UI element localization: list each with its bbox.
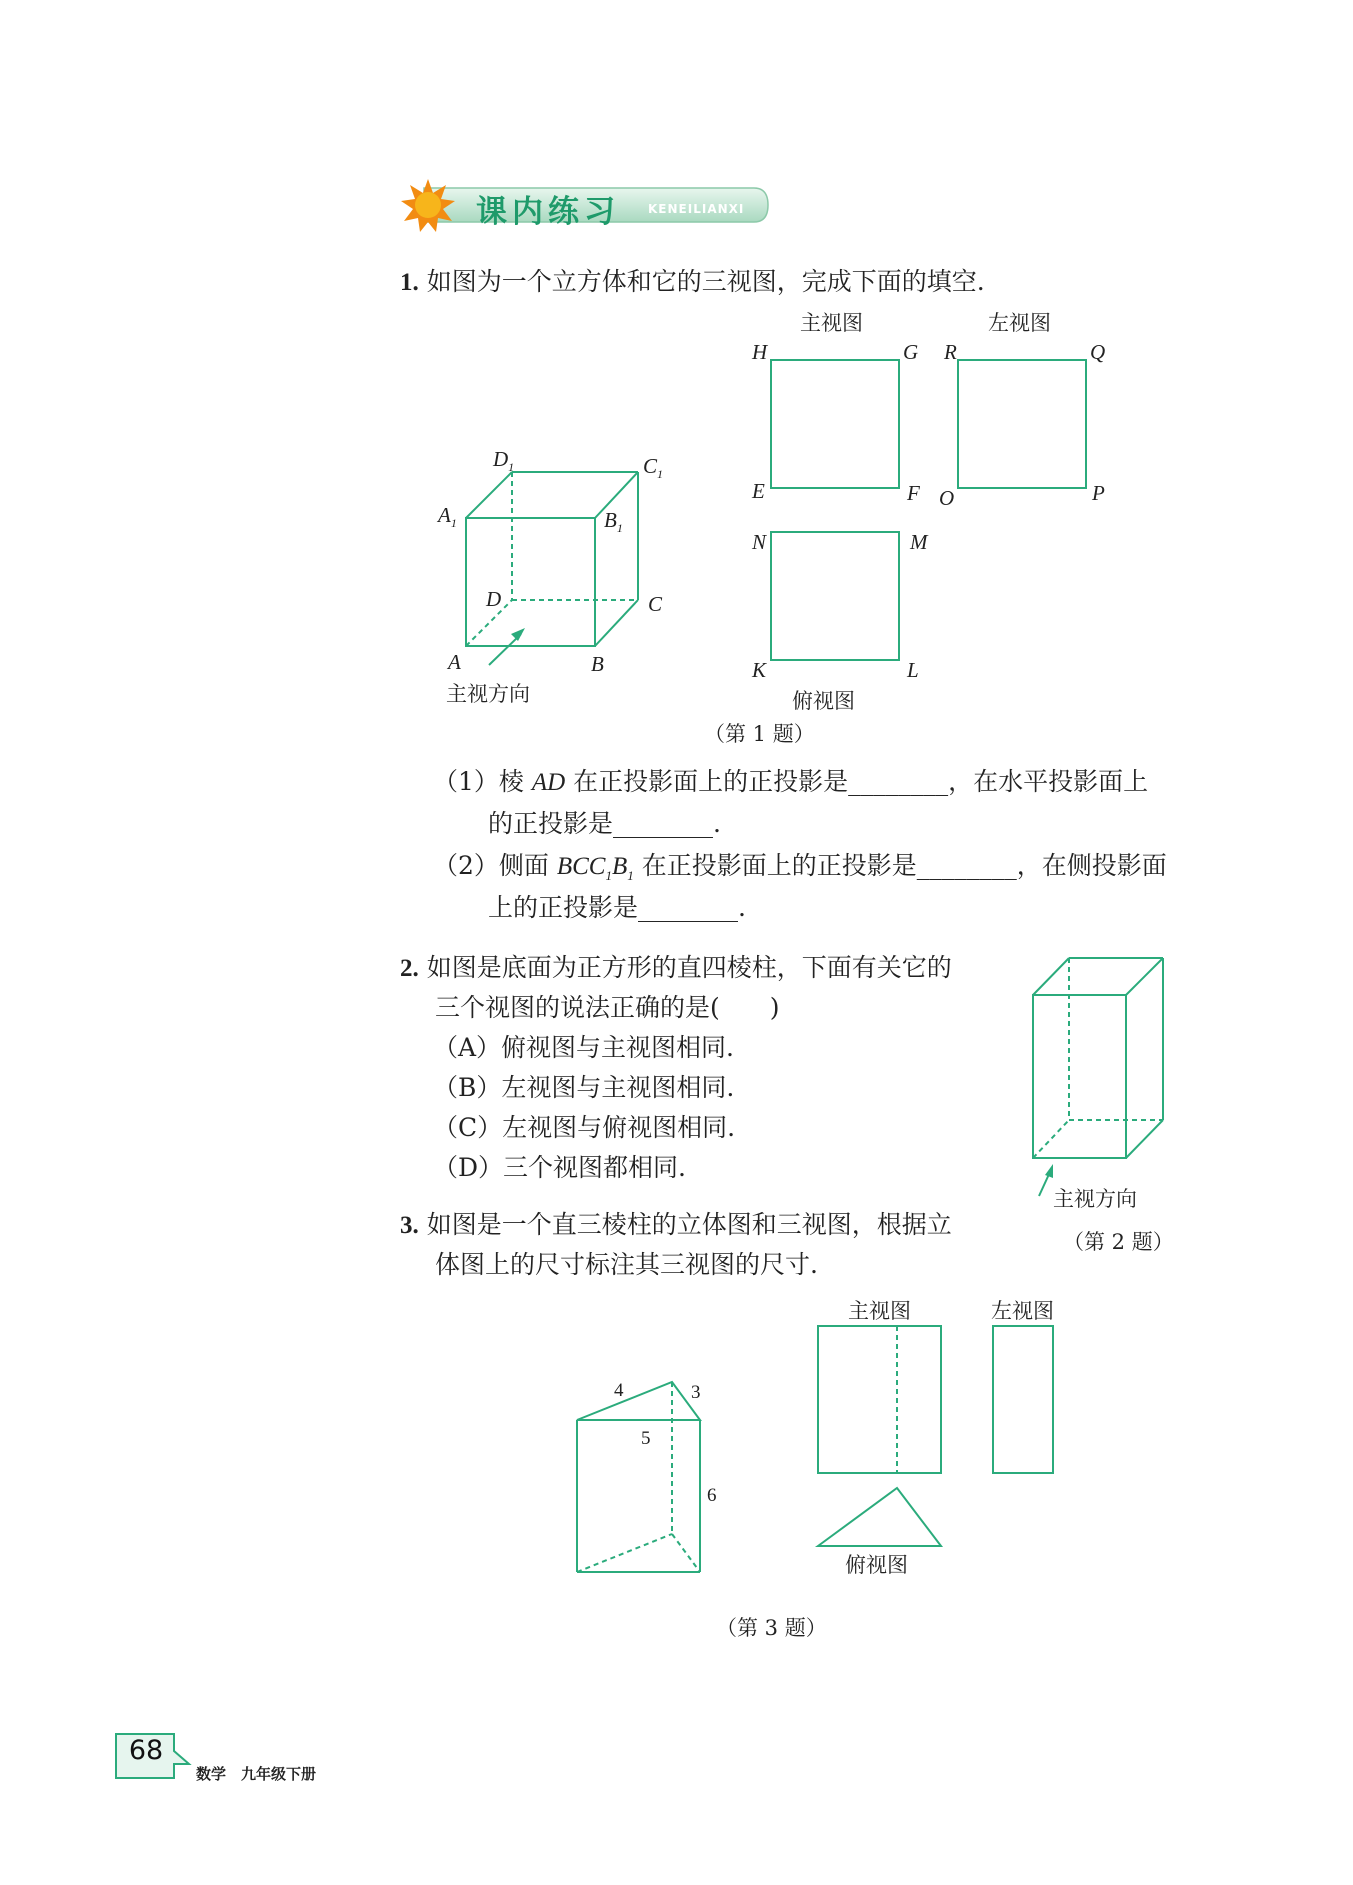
dim-5: 5 [641,1428,651,1449]
q1-direction-arrow [489,634,521,665]
q1-left-view-square [958,360,1086,488]
sun-icon [400,177,456,233]
label-r: R [944,340,957,364]
label-b: B [591,652,604,676]
prism-front-face [1033,995,1126,1158]
q2-number: 2. [400,955,419,982]
q2-caption: （第 2 题） [1063,1230,1174,1254]
label-k: K [752,658,767,682]
tri-prism-top [577,1382,700,1420]
dim-4: 4 [614,1380,624,1401]
q1-part2-line1: （2）侧面 $BCC_1B_1$ 在正投影面上的正投影是________，在侧投影面 [433,851,1167,883]
label-p: P [1092,481,1105,505]
header-pinyin: KENEILIANXI [648,202,745,216]
q1-text: 如图为一个立方体和它的三视图，完成下面的填空. [426,267,985,296]
label-o: O [939,486,955,510]
prism-top-right [1126,958,1163,995]
q1-top-view-square [771,532,899,660]
q1-arrowhead [511,628,525,641]
label-c: C [648,592,663,616]
dim-3: 3 [691,1382,701,1403]
q2-stem-line2: 三个视图的说法正确的是( ) [435,993,780,1022]
q2-option-a: （A）俯视图与主视图相同. [433,1033,735,1062]
q3-left-view-rect [993,1326,1053,1473]
label-a1: $A_1$ [438,503,457,531]
cube-edge-a1d1 [466,472,512,518]
q1-part1-line1: （1）棱 AD 在正投影面上的正投影是________，在水平投影面上 [433,767,1149,796]
label-a: A [448,650,461,674]
q1-number: 1. [400,269,419,296]
cube-front-face [466,518,595,646]
q1-part2-line2: 上的正投影是________. [488,893,746,922]
q1-caption: （第 1 题） [704,722,815,746]
section-header [404,182,770,228]
q3-caption: （第 3 题） [716,1616,827,1640]
label-g: G [903,340,919,364]
dim-6: 6 [707,1485,717,1506]
q1-left-view-title: 左视图 [988,311,1051,335]
label-q: Q [1090,340,1106,364]
q2-direction-arrow [1039,1172,1050,1196]
q1-front-view-square [771,360,899,488]
q2-direction-label: 主视方向 [1053,1187,1137,1211]
q3-stem-line2: 体图上的尺寸标注其三视图的尺寸. [435,1250,818,1279]
prism-hidden-left [1033,1120,1069,1158]
label-d1: $D_1$ [493,447,515,475]
tri-prism-hidden-bl [577,1534,672,1572]
book-title: 数学 九年级下册 [196,1765,317,1783]
q2-option-c: （C）左视图与俯视图相同. [433,1113,736,1142]
label-d: D [486,587,502,611]
q1-top-view-title: 俯视图 [792,689,855,713]
q2-stem-line1: 2. 如图是底面为正方形的直四棱柱，下面有关它的 [400,953,952,982]
q1-part1-line2: 的正投影是________. [488,809,721,838]
q1-stem [400,262,985,303]
prism-top-left [1033,958,1069,995]
label-b1: $B_1$ [604,508,623,536]
label-m: M [910,530,928,554]
q3-number: 3. [400,1212,419,1239]
label-h: H [752,340,768,364]
cube-edge-bc [595,600,638,646]
q3-top-view-title: 俯视图 [845,1553,908,1577]
q3-left-view-title: 左视图 [991,1299,1054,1323]
q1-direction-label: 主视方向 [446,682,530,706]
label-f: F [907,481,920,505]
header-title: 课内练习 [476,194,620,230]
page-number: 68 [128,1735,164,1766]
label-n: N [752,530,767,554]
prism-bottom-right [1126,1120,1163,1158]
q2-arrowhead [1045,1164,1053,1178]
label-c1: $C_1$ [643,454,664,482]
q3-stem-line1: 3. 如图是一个直三棱柱的立体图和三视图，根据立 [400,1210,952,1239]
q2-option-b: （B）左视图与主视图相同. [433,1073,735,1102]
label-l: L [907,658,919,682]
q3-front-view-title: 主视图 [848,1299,911,1323]
q2-option-d: （D）三个视图都相同. [433,1153,686,1182]
tri-prism-hidden-br [672,1534,700,1572]
q1-front-view-title: 主视图 [800,311,863,335]
q3-top-view-triangle [818,1488,941,1546]
label-e: E [752,479,765,503]
q3-front-view-rect [818,1326,941,1473]
